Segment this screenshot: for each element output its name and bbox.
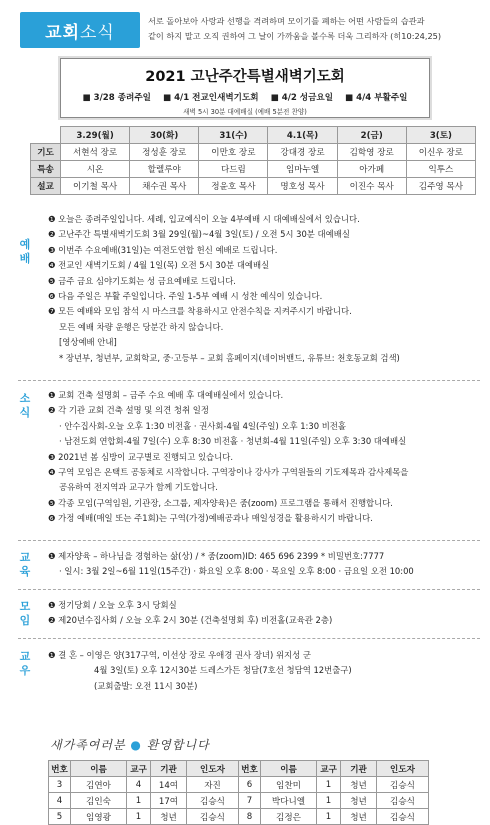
news-section: [18, 388, 480, 528]
table-cell: 임영광: [71, 809, 127, 825]
table-cell: 채수권 목사: [130, 178, 199, 195]
label-char: 모: [19, 600, 31, 613]
col-header: 기관: [151, 761, 187, 777]
list-item: ❻ 다음 주일은 부활 주일입니다. 주일 1-5부 예배 시 성찬 예식이 있습니다.: [48, 291, 323, 302]
table-cell: 서현석 장로: [61, 144, 130, 161]
meeting-list: [48, 598, 478, 629]
caption-text: 환영합니다: [146, 738, 210, 752]
table-cell: 다드림: [199, 161, 268, 178]
worship-list: [48, 212, 478, 366]
list-item: ❺ 금주 금요 심야기도회는 성 금요예배로 드립니다.: [48, 275, 236, 286]
row-label: 기도: [31, 144, 61, 161]
table-cell: 김연아: [71, 777, 127, 793]
fellowship-list: [48, 648, 478, 694]
caption-text: 새가족여러분: [50, 738, 126, 752]
table-cell: 김주영 목사: [406, 178, 475, 195]
section-label: [18, 551, 32, 579]
logo-bold: 교회: [45, 22, 80, 43]
table-cell: 4: [127, 777, 151, 793]
table-cell: 이신우 장로: [406, 144, 475, 161]
day-header: 2(금): [337, 127, 406, 144]
news-list: [48, 388, 478, 527]
table-cell: 김승식: [187, 809, 239, 825]
list-item: 4월 3일(토) 오후 12시30분 드레스가든 청담(7호선 청담역 12번출구): [94, 665, 352, 676]
logo-light: 소식: [80, 22, 115, 43]
table-cell: 1: [127, 809, 151, 825]
table-cell: 김학영 장로: [337, 144, 406, 161]
table-cell: 이만호 장로: [199, 144, 268, 161]
list-item: ❹ 전교인 새벽기도회 / 4월 1일(목) 오전 5시 30분 대예배실: [48, 260, 270, 271]
new-family-table: [48, 760, 429, 825]
church-news-logo: [20, 12, 140, 48]
day-header: 31(수): [199, 127, 268, 144]
table-cell: 아가페: [337, 161, 406, 178]
table-cell: 5: [49, 809, 71, 825]
table-cell: 8: [239, 809, 261, 825]
new-family-caption: [50, 736, 210, 753]
table-cell: 김승식: [377, 777, 429, 793]
label-char: 육: [19, 565, 31, 578]
col-header: 교구: [127, 761, 151, 777]
worship-section: [18, 212, 480, 372]
table-cell: 할렐루야: [130, 161, 199, 178]
row-label: 특송: [31, 161, 61, 178]
list-item: (교회출발: 오전 11시 30분): [94, 680, 198, 691]
day-header: 30(화): [130, 127, 199, 144]
col-header: 이름: [261, 761, 317, 777]
table-cell: 정윤호 목사: [199, 178, 268, 195]
page-title: 2021 고난주간특별새벽기도회: [145, 69, 345, 85]
label-char: 임: [19, 614, 31, 627]
table-row: [49, 809, 429, 825]
table-row: [31, 178, 476, 195]
section-divider: [18, 540, 480, 541]
table-row: [31, 144, 476, 161]
header: [0, 0, 490, 60]
list-item: ❶ 오늘은 종려주일입니다. 세례, 입교예식이 오늘 4부예배 시 대예배실에서 있습니다.: [48, 214, 360, 224]
table-cell: 김승식: [377, 809, 429, 825]
table-cell: 3: [49, 777, 71, 793]
schedule-table: [30, 126, 476, 195]
label-char: 교: [19, 551, 31, 564]
list-item: 공유하여 전지역과 교구가 함께 기도합니다.: [59, 482, 218, 493]
table-cell: 김승식: [187, 793, 239, 809]
table-cell: 청년: [151, 809, 187, 825]
list-item: ❷ 각 기관 교회 건축 설명 및 의견 청취 일정: [48, 405, 209, 416]
col-header: 인도자: [377, 761, 429, 777]
table-row: [49, 777, 429, 793]
table-cell: 청년: [341, 777, 377, 793]
table-row: [49, 793, 429, 809]
col-header: 번호: [49, 761, 71, 777]
table-cell: 정성훈 장로: [130, 144, 199, 161]
table-cell: 7: [239, 793, 261, 809]
table-cell: 익투스: [406, 161, 475, 178]
day-header: 4.1(목): [268, 127, 337, 144]
list-item: ❶ 제자양육 – 하나님을 경험하는 삶(상) / * 줌(zoom)ID: 465 696 2399 * 비밀번호:7777: [48, 551, 385, 561]
section-label: [18, 238, 32, 266]
list-item: ❺ 각종 모임(구역임원, 기관장, 소그룹, 제자양육)은 줌(zoom) 프로그램을 통해서 진행합니다.: [48, 497, 393, 508]
table-cell: 임찬미: [261, 777, 317, 793]
scripture-verse: [148, 14, 483, 44]
subheading: ■ 3/28 종려주일: [83, 91, 151, 103]
label-char: 교: [19, 650, 31, 663]
list-item: · 안수집사회-오늘 오후 1:30 비전홀 · 권사회-4월 4일(주일) 오후 1:30 비전홀: [59, 420, 346, 431]
section-label: [18, 650, 32, 678]
education-section: [18, 549, 480, 583]
section-divider: [18, 380, 480, 381]
verse-line-1: 서로 돌아보아 사랑과 선행을 격려하며 모이기를 폐하는 어떤 사람들의 습관과: [148, 16, 425, 26]
table-cell: 김승식: [377, 793, 429, 809]
list-item: ❸ 이번주 수요예배(31일)는 여전도연합 헌신 예배로 드립니다.: [48, 244, 278, 255]
label-char: 식: [19, 406, 31, 419]
table-cell: 명호성 목사: [268, 178, 337, 195]
table-cell: 1: [127, 793, 151, 809]
label-char: 소: [19, 392, 31, 405]
col-header: 인도자: [187, 761, 239, 777]
table-cell: 1: [317, 777, 341, 793]
education-list: [48, 549, 478, 580]
list-item: ❸ 2021년 봄 심방이 교구별로 진행되고 있습니다.: [48, 451, 233, 462]
table-cell: 1: [317, 793, 341, 809]
meeting-section: [18, 598, 480, 632]
fellowship-section: [18, 648, 480, 698]
list-item: ❷ 제20년수집사회 / 오늘 오후 2시 30분 (건축설명회 후) 비전홀(교육관 2층): [48, 615, 333, 626]
list-item: ❼ 모든 예배와 모임 참석 시 마스크를 착용하시고 안전수칙을 지켜주시기 바랍니다.: [48, 306, 352, 317]
list-item: ❻ 가정 예배(매일 또는 주1회)는 구역(가정)예배공과나 매일성경을 활용하시기 바랍니다.: [48, 513, 373, 524]
table-cell: 14여: [151, 777, 187, 793]
title-subheadings: [61, 91, 429, 103]
list-item: * 장년부, 청년부, 교회학교, 중·고등부 – 교회 홈페이지(네이버밴드, 유튜브: 천호동교회 검색): [59, 352, 400, 363]
col-header: 기관: [341, 761, 377, 777]
table-cell: 6: [239, 777, 261, 793]
drop-icon: ●: [130, 738, 142, 752]
list-item: ❶ 결 혼 – 이영은 양(317구역, 이선상 장로 우애경 권사 장녀) 위지성 군: [48, 650, 311, 660]
table-cell: 17여: [151, 793, 187, 809]
table-cell: 김인숙: [71, 793, 127, 809]
table-cell: 4: [49, 793, 71, 809]
col-header: 이름: [71, 761, 127, 777]
list-item: ❹ 구역 모임은 온택트 공동체로 시작합니다. 구역장이나 강사가 구역원들의 기도제목과 감사제목을: [48, 467, 409, 478]
day-header: 3.29(월): [61, 127, 130, 144]
table-cell: 이진수 목사: [337, 178, 406, 195]
table-cell: 임마누엘: [268, 161, 337, 178]
table-cell: 박다니엘: [261, 793, 317, 809]
subheading: ■ 4/2 성금요일: [271, 91, 333, 103]
subheading: ■ 4/4 부활주일: [345, 91, 407, 103]
section-label: [18, 392, 32, 420]
label-char: 배: [19, 252, 31, 265]
section-label: [18, 600, 32, 628]
day-header: 3(토): [406, 127, 475, 144]
corner-cell: [31, 127, 61, 144]
row-label: 설교: [31, 178, 61, 195]
title-note: 새벽 5시 30분 대예배실 (예배 5분전 찬양): [183, 108, 307, 116]
subheading: ■ 4/1 전교인새벽기도회: [163, 91, 259, 103]
table-cell: 이기철 목사: [61, 178, 130, 195]
section-divider: [18, 638, 480, 639]
col-header: 번호: [239, 761, 261, 777]
table-header-row: [49, 761, 429, 777]
list-item: [영상예배 안내]: [59, 337, 117, 348]
table-cell: 청년: [341, 793, 377, 809]
label-char: 우: [19, 664, 31, 677]
table-cell: 1: [317, 809, 341, 825]
table-cell: 강대경 장로: [268, 144, 337, 161]
list-item: ❶ 교회 건축 설명회 – 금주 수요 예배 후 대예배실에서 있습니다.: [48, 390, 284, 400]
list-item: · 남전도회 연합회-4월 7일(수) 오후 8:30 비전홀 · 청년회-4월 11일(주일) 오후 3:30 대예배실: [59, 436, 407, 447]
label-char: 예: [19, 238, 31, 251]
list-item: 모든 예배 차량 운행은 당분간 하지 않습니다.: [59, 321, 224, 332]
table-cell: 청년: [341, 809, 377, 825]
verse-line-2: 같이 하지 말고 오직 권하여 그 날이 가까움을 볼수록 더욱 그리하자 (히10:24,25): [148, 31, 442, 41]
section-divider: [18, 589, 480, 590]
table-cell: 시온: [61, 161, 130, 178]
table-row: [31, 161, 476, 178]
table-cell: 김정은: [261, 809, 317, 825]
prayer-meeting-title-box: [60, 58, 430, 118]
list-item: · 일시: 3월 2일~6월 11일(15주간) · 화요일 오후 8:00 · 목요일 오후 8:00 · 금요일 오전 10:00: [59, 566, 414, 577]
list-item: ❶ 정기당회 / 오늘 오후 3시 당회실: [48, 600, 177, 610]
col-header: 교구: [317, 761, 341, 777]
schedule-header-row: [31, 127, 476, 144]
table-cell: 자진: [187, 777, 239, 793]
list-item: ❷ 고난주간 특별새벽기도회 3월 29일(월)~4월 3일(토) / 오전 5시 30분 대예배실: [48, 229, 350, 240]
